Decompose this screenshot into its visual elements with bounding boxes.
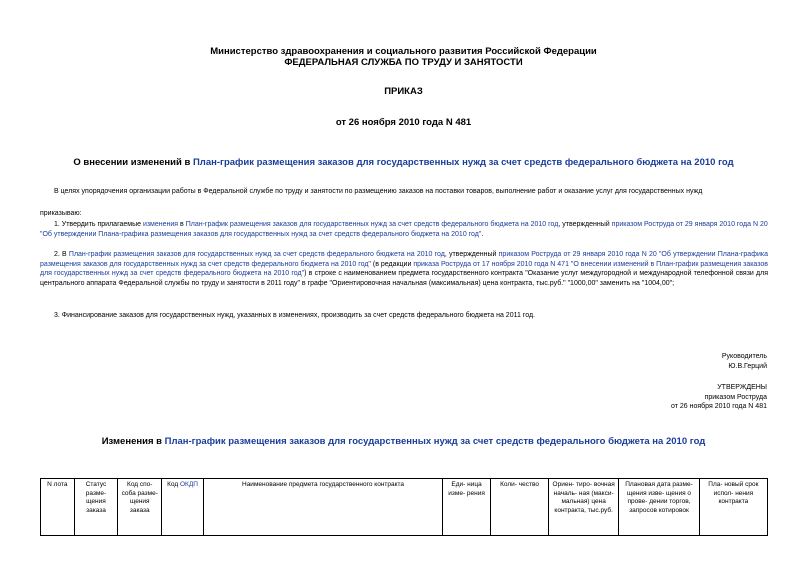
plan-link[interactable]: План-график размещения заказов для государственных нужд за счет средств федерального бюджета на 2010 год — [185, 221, 559, 228]
document-date: от 26 ноября 2010 года N 481 — [335, 117, 472, 128]
approval-line-1: УТВЕРЖДЕНЫ — [717, 384, 767, 391]
table-header-row — [41, 479, 768, 536]
order-20-link-2[interactable]: приказом Роструда от 29 января 2010 года N 20 "Об утверждении Плана-графика размещения заказов для государственных нужд за счет средств федерального бюджета на 2010 год" — [40, 251, 768, 268]
item-2-text-b: , утвержденный — [444, 251, 499, 258]
item-2-text-a: 2. В — [54, 251, 69, 258]
order-471-link[interactable]: приказа Роструда от 17 ноября 2010 года N 471 "О внесении изменений в План-график размещения заказов для государственных нужд за счет средств федерального бюджета на 2010 год" — [40, 260, 768, 277]
approval-block — [567, 383, 767, 412]
col-plan-date: Плановая дата разме- щения изве- щения о прове- дении торгов, запросов котировок — [619, 479, 699, 536]
signature-role: Руководитель — [721, 353, 767, 360]
subject-prefix: О внесении изменений в — [73, 157, 193, 168]
changes-link[interactable]: изменения — [142, 221, 179, 228]
col-okdp-code — [162, 479, 204, 536]
changes-title — [0, 436, 807, 447]
order-word: приказываю: — [40, 210, 82, 217]
item-1-text-b: в — [178, 221, 186, 228]
changes-table — [40, 478, 768, 536]
plan-link-2[interactable]: План-график размещения заказов для государственных нужд за счет средств федерального бюджета на 2010 год — [68, 251, 445, 258]
changes-title-plan-link[interactable]: План-график размещения заказов для государственных нужд за счет средств федерального бюджета на 2010 год — [164, 436, 706, 447]
signature-block — [567, 352, 767, 371]
document-subject — [0, 157, 807, 168]
col-unit: Еди- ница изме- рения — [443, 479, 491, 536]
changes-title-prefix: Изменения в — [101, 436, 165, 447]
item-1-text-d: . — [481, 230, 484, 238]
item-2-text-d: ) в строке с наименованием предмета государственного контракта "Оказание услуг междугородной и международной телефонной связи для центрального аппарата Федеральной службы по труду и занятости в 2011 году" в графе "Ориентировочная начальная (максимальная) цена контракта, тыс.руб." "1000,00" заменить на "1004,00"; — [40, 270, 768, 287]
order-20-link[interactable]: приказом Роструда от 29 января 2010 года N 20 "Об утверждении Плана-графика размещения заказов для государственных нужд за счет средств федерального бюджета на 2010 год" — [40, 221, 768, 238]
col-status: Статус разме- щения заказа — [74, 479, 118, 536]
col-lot-number: N лота — [41, 479, 75, 536]
document-type: ПРИКАЗ — [384, 86, 423, 97]
item-1-text-a: 1. Утвердить прилагаемые — [54, 221, 143, 228]
item-1-paragraph — [40, 220, 768, 239]
service-name: ФЕДЕРАЛЬНАЯ СЛУЖБА ПО ТРУДУ И ЗАНЯТОСТИ — [284, 57, 523, 68]
col-price: Ориен- тиро- вочная началь- ная (макси- мальная) цена контракта, тыс.руб. — [549, 479, 619, 536]
signature-name: Ю.В.Герций — [728, 362, 767, 370]
subject-plan-link[interactable]: План-график размещения заказов для государственных нужд за счет средств федерального бюджета на 2010 год — [192, 157, 734, 168]
okdp-link[interactable]: ОКДП — [179, 481, 198, 488]
col-quantity: Коли- чество — [491, 479, 549, 536]
approval-line-3: от 26 ноября 2010 года N 481 — [671, 403, 767, 410]
intro-paragraph: В целях упорядочения организации работы в Федеральной службе по труду и занятости по размещению заказов на поставки товаров, выполнение работ и оказание услуг для государственных нужд — [54, 188, 703, 195]
col-contract-subject: Наименование предмета государственного контракта — [203, 479, 442, 536]
approval-line-2: приказом Роструда — [704, 393, 767, 401]
okdp-prefix: Код — [167, 481, 180, 488]
item-3-paragraph: 3. Финансирование заказов для государственных нужд, указанных в изменениях, производить за счет средств федерального бюджета на 2011 год. — [54, 312, 535, 319]
col-method-code: Код спо- соба разме- щения заказа — [118, 479, 162, 536]
item-2-paragraph — [40, 250, 768, 288]
item-2-text-c: (в редакции — [370, 260, 414, 268]
ministry-name: Министерство здравоохранения и социального развития Российской Федерации — [210, 46, 597, 57]
col-term: Пла- новый срок испол- нения контракта — [699, 479, 767, 536]
item-1-text-c: , утвержденный — [558, 221, 612, 228]
